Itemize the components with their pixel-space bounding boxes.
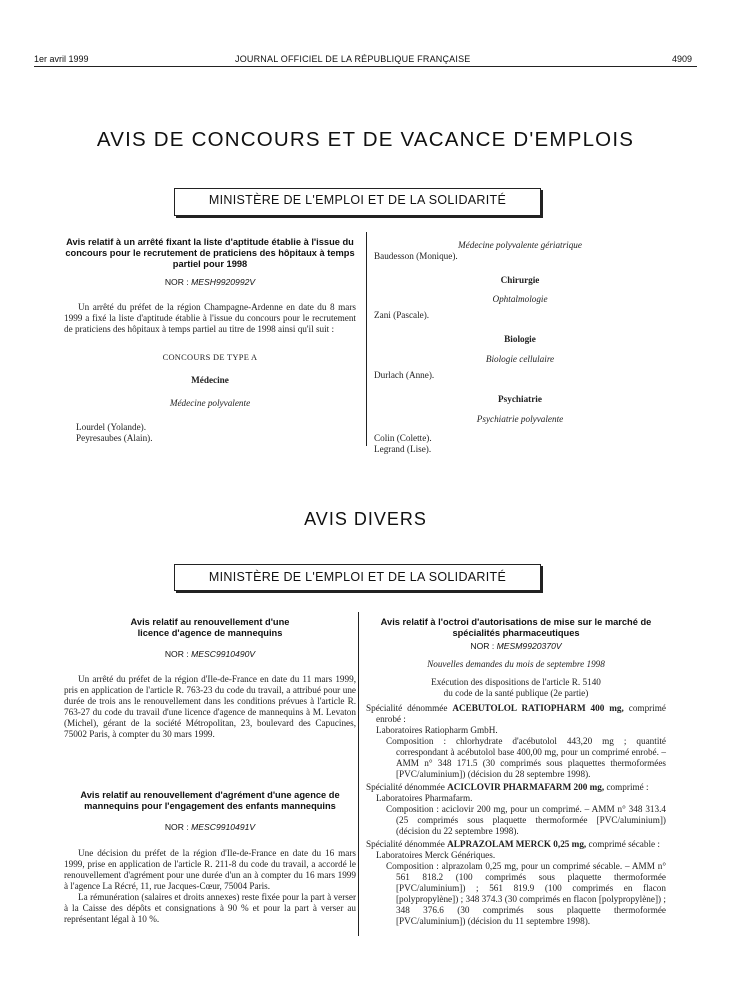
candidate-name: Baudesson (Monique). (374, 251, 458, 261)
avis-title: Avis relatif au renouvellement d'agrément d'une agence de mannequins pour l'engagement des enfants mannequins (80, 790, 340, 811)
concours-type: CONCOURS DE TYPE A (162, 353, 258, 362)
nor-label: NOR : (470, 641, 495, 651)
avis-body: La rémunération (salaires et droits annexes) reste fixée pour la part à verser à la Caisse des dépôts et consignations à 90 % et pour la part à verser au représentant légal à 10 %. (64, 892, 356, 924)
nor-label: NOR : (164, 822, 189, 832)
avis-body: Un arrêté du préfet de la région d'Ile-de-France en date du 11 mars 1999, pris en application de l'article R. 763-23 du code du travail, a attribué pour une durée de trois ans le renouvellement dans les conditions prévues à l'article R. 763-27 du code du travail d'une licence d'agence de mannequins à M. Levaton (Michel), gérant de la société Métropolitan, 23, boulevard des Capucines, 75002 Paris, à compter du 30 mars 1999. (64, 674, 356, 739)
specialty-heading: Ophtalmologie (492, 294, 548, 304)
nor-reference (64, 649, 356, 659)
discipline-heading: Médecine (191, 375, 229, 385)
header-date: 1er avril 1999 (34, 54, 89, 64)
specialty-lead: Spécialité dénommée (366, 839, 448, 849)
specialty-entry (366, 703, 666, 780)
specialty-designation (366, 782, 666, 793)
avis-subtitle: Nouvelles demandes du mois de septembre 1998 (427, 659, 605, 669)
specialty-designation (366, 839, 666, 850)
avis-amm-pharmaceutiques (366, 617, 666, 927)
specialty-name: ACEBUTOLOL RATIOPHARM 400 mg, (452, 703, 624, 713)
nor-reference (64, 822, 356, 832)
specialty-form: comprimé : (606, 782, 649, 792)
specialty-form: comprimé enrobé : (376, 703, 666, 724)
nor-label: NOR : (164, 277, 189, 287)
ministry-heading: MINISTÈRE DE L'EMPLOI ET DE LA SOLIDARITÉ (174, 564, 541, 591)
composition: Composition : chlorhydrate d'acébutolol 443,20 mg ; quantité correspondant à acébutolol base 400,00 mg, pour un comprimé enrobé. – AMM n° 348 171.5 (30 comprimés sous plaquettes thermoformées [PVC/aluminium]) (décision du 28 septembre 1998). (386, 736, 666, 779)
laboratory: Laboratoires Pharmafarm. (376, 793, 473, 803)
candidate-name: Peyresaubes (Alain). (76, 433, 153, 443)
specialty-designation (366, 703, 666, 725)
avis-agrement-mannequins (64, 790, 356, 925)
nor-label: NOR : (164, 649, 189, 659)
candidate-name: Zani (Pascale). (374, 310, 430, 320)
column-divider (366, 232, 367, 446)
discipline-heading: Psychiatrie (498, 394, 542, 404)
avis-title: Avis relatif à l'octroi d'autorisations de mise sur le marché de spécialités pharmaceutiques (380, 617, 652, 638)
composition: Composition : alprazolam 0,25 mg, pour un comprimé sécable. – AMM n° 561 818.2 (100 comprimés sous plaquette thermoformée [PVC/aluminium]) ; 561 819.9 (100 comprimés en flacon [polypropylène]) ; 348 374.3 (30 comprimés en flacon [polypropylène]) ; 348 376.6 (30 comprimés sous plaquette thermoformée [PVC/aluminium]) (décision du 11 septembre 1998). (386, 861, 666, 926)
discipline-heading: Chirurgie (500, 275, 540, 285)
avis-title: Avis relatif à un arrêté fixant la liste d'aptitude établie à l'issue du concours pour le recrutement de praticiens des hôpitaux à temps partiel pour 1998 (65, 237, 355, 269)
column-divider (358, 612, 359, 936)
composition: Composition : aciclovir 200 mg, pour un comprimé. – AMM n° 348 313.4 (25 comprimés sous plaquette thermoformée [PVC/aluminium]) (décision du 22 septembre 1998). (386, 804, 666, 836)
specialty-entry (366, 782, 666, 837)
candidate-name: Lourdel (Yolande). (76, 422, 146, 432)
specialty-heading: Médecine polyvalente (169, 398, 251, 408)
header-page-number: 4909 (672, 54, 693, 64)
nor-code: MESH9920992V (191, 277, 256, 287)
nor-reference (366, 641, 666, 651)
avis-praticiens (64, 237, 356, 444)
avis-praticiens-continued (374, 240, 666, 455)
header-rule (34, 66, 697, 67)
candidate-name: Legrand (Lise). (374, 444, 432, 454)
ministry-heading: MINISTÈRE DE L'EMPLOI ET DE LA SOLIDARITÉ (174, 188, 541, 216)
specialty-entry (366, 839, 666, 927)
specialty-heading: Médecine polyvalente gériatrique (458, 240, 582, 250)
specialty-heading: Psychiatrie polyvalente (476, 414, 564, 424)
specialty-heading: Biologie cellulaire (485, 354, 555, 364)
candidate-name: Durlach (Anne). (374, 370, 435, 380)
discipline-heading: Biologie (504, 334, 536, 344)
specialty-name: ACICLOVIR PHARMAFARM 200 mg, (447, 782, 605, 792)
nor-code: MESC9910491V (191, 822, 256, 832)
section-title: AVIS DE CONCOURS ET DE VACANCE D'EMPLOIS (96, 128, 635, 151)
avis-body: Un arrêté du préfet de la région Champagne-Ardenne en date du 8 mars 1999 a fixé la liste d'aptitude établie à l'issue du concours pour le recrutement de praticiens des hôpitaux à temps partiel au titre de 1998 ainsi qu'il suit : (64, 302, 356, 334)
execution-note: Exécution des dispositions de l'article R. 5140 du code de la santé publique (2e partie) (431, 677, 601, 698)
nor-reference (64, 277, 356, 287)
avis-title: Avis relatif au renouvellement d'une licence d'agence de mannequins (130, 617, 290, 638)
specialty-lead: Spécialité dénommée (366, 703, 453, 713)
avis-body: Une décision du préfet de la région d'Ile-de-France en date du 16 mars 1999, prise en application de l'article R. 211-8 du code du travail, a accordé le renouvellement d'agrément pour une durée d'un an à compter du 16 mars 1999 à l'agence La Récré, 11, rue Jacques-Cœur, 75004 Paris. (64, 848, 356, 891)
specialty-lead: Spécialité dénommée (366, 782, 448, 792)
laboratory: Laboratoires Merck Génériques. (376, 850, 496, 860)
specialty-form: comprimé sécable : (588, 839, 660, 849)
specialty-name: ALPRAZOLAM MERCK 0,25 mg, (447, 839, 587, 849)
nor-code: MESC9910490V (191, 649, 256, 659)
nor-code: MESM9920370V (496, 641, 562, 651)
avis-licence-mannequins (64, 617, 356, 740)
header-journal: JOURNAL OFFICIEL DE LA RÉPUBLIQUE FRANÇAISE (235, 54, 471, 64)
section-title: AVIS DIVERS (304, 509, 427, 529)
names-list (64, 422, 356, 444)
laboratory: Laboratoires Ratiopharm GmbH. (376, 725, 498, 735)
candidate-name: Colin (Colette). (374, 433, 432, 443)
